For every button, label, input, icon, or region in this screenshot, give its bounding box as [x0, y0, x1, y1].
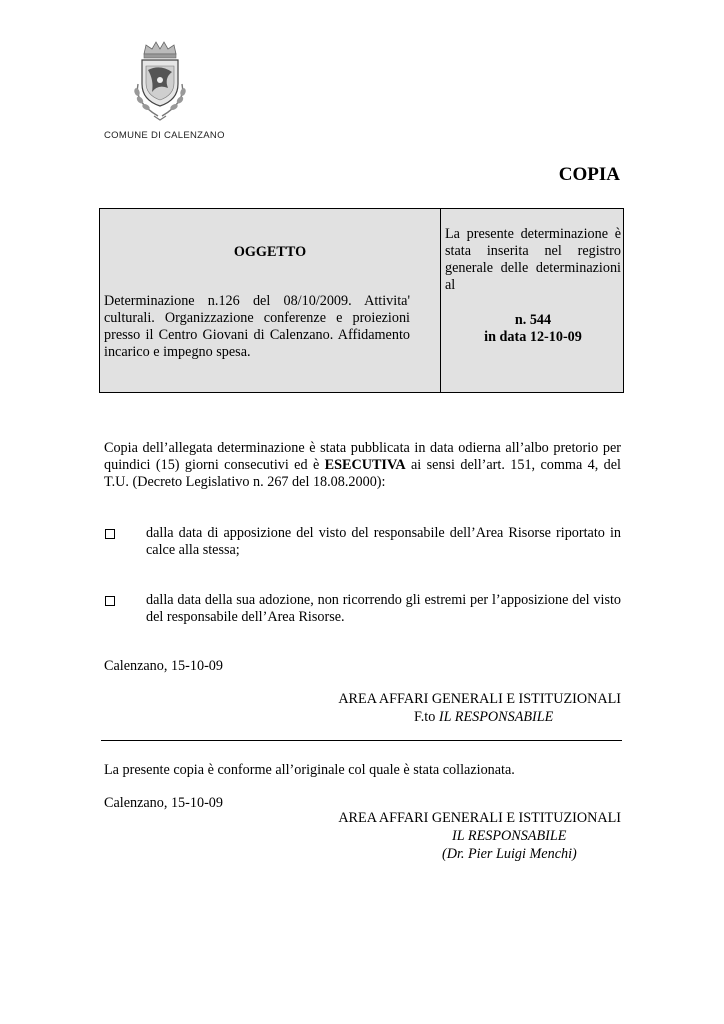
municipal-crest-logo [124, 40, 196, 124]
publication-paragraph [104, 440, 621, 491]
role-1: IL RESPONSABILE [438, 709, 554, 725]
signed-prefix: F.to [414, 709, 439, 725]
register-text: La presente determinazione è stata inserita nel registro generale delle determinazioni al [445, 226, 621, 293]
register-date: in data 12-10-09 [484, 329, 582, 345]
municipality-label: COMUNE DI CALENZANO [104, 130, 225, 141]
box-divider [440, 209, 441, 392]
separator-line [101, 740, 622, 741]
option-checkbox-1[interactable] [105, 529, 115, 539]
responsible-name: (Dr. Pier Luigi Menchi) [442, 846, 577, 862]
place-date-1: Calenzano, 15-10-09 [104, 658, 223, 674]
register-number-block [441, 312, 625, 346]
office-1: AREA AFFARI GENERALI E ISTITUZIONALI [338, 691, 621, 707]
option-text-2: dalla data della sua adozione, non ricorrendo gli estremi per l’apposizione del visto del responsabile dell’Area Risorse. [146, 592, 621, 625]
publication-text-after: ai sensi dell’art. 151, comma 4, del T.U. (Decreto Legislativo n. 267 del 18.08.2000): [104, 457, 622, 490]
register-number: n. 544 [514, 312, 552, 328]
place-date-2: Calenzano, 15-10-09 [104, 795, 223, 811]
option-checkbox-2[interactable] [105, 596, 115, 606]
publication-text-before: Copia dell’allegata determinazione è stata pubblicata in data odierna all’albo pretorio per quindici (15) giorni consecutivi ed è [104, 440, 621, 473]
subject-title: OGGETTO [233, 244, 307, 260]
subject-text: Determinazione n.126 del 08/10/2009. Attivita' culturali. Organizzazione conferenze e proiezioni presso il Centro Giovani di Calenzano. Affidamento incarico e impegno spesa. [104, 293, 410, 360]
publication-text-bold: ESECUTIVA [324, 457, 406, 473]
office-2: AREA AFFARI GENERALI E ISTITUZIONALI [338, 810, 621, 826]
subject-box [99, 208, 624, 393]
signed-role-1 [414, 709, 553, 726]
conformity-text: La presente copia è conforme all’originale col quale è stata collazionata. [104, 762, 515, 778]
copy-label: COPIA [558, 164, 620, 185]
role-2: IL RESPONSABILE [452, 828, 567, 844]
option-text-1: dalla data di apposizione del visto del responsabile dell’Area Risorse riportato in calce alla stessa; [146, 525, 621, 558]
